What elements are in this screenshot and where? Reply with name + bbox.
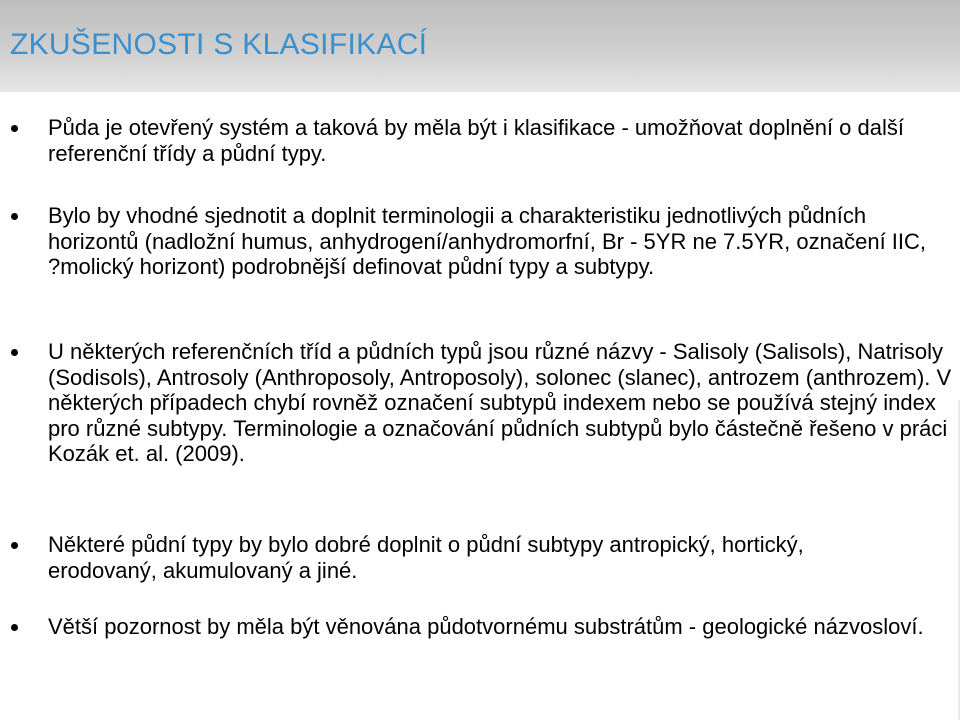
- bullet-text: U některých referenčních tříd a půdních typů jsou různé názvy - Salisoly (Salisols), Natrisoly (Sodisols), Antrosoly (Anthroposoly, Antroposoly), solonec (slanec), antrozem (anthrozem). V některých případech chybí rovněž označení subtypů indexem nebo se používá stejný index pro různé subtypy. Terminologie a označování půdních subtypů bylo částečně řešeno v práci Kozák et. al. (2009).: [48, 339, 952, 466]
- bullet-text: Bylo by vhodné sjednotit a doplnit terminologii a charakteristiku jednotlivých půdních horizontů (nadložní humus, anhydrogení/anhydromorfní, Br - 5YR ne 7.5YR, označení IIC, ?molický horizont) podrobnější definovat půdní typy a subtypy.: [48, 203, 927, 279]
- slide-title: ZKUŠENOSTI S KLASIFIKACÍ: [10, 28, 428, 61]
- bullet-dot-icon: [11, 542, 18, 549]
- title-bar: [0, 0, 960, 92]
- bullet-text: Některé půdní typy by bylo dobré doplnit o půdní subtypy antropický, hortický, erodovaný, akumulovaný a jiné.: [48, 532, 804, 583]
- bullet-text: Půda je otevřený systém a taková by měla být i klasifikace - umožňovat doplnění o další referenční třídy a půdní typy.: [48, 115, 904, 166]
- bullet-dot-icon: [11, 624, 18, 631]
- bullet-dot-icon: [11, 349, 18, 356]
- bullet-text: Větší pozornost by měla být věnována půdotvornému substrátům - geologické názvosloví.: [48, 614, 924, 639]
- bullet-dot-icon: [11, 125, 18, 132]
- bullet-dot-icon: [11, 213, 18, 220]
